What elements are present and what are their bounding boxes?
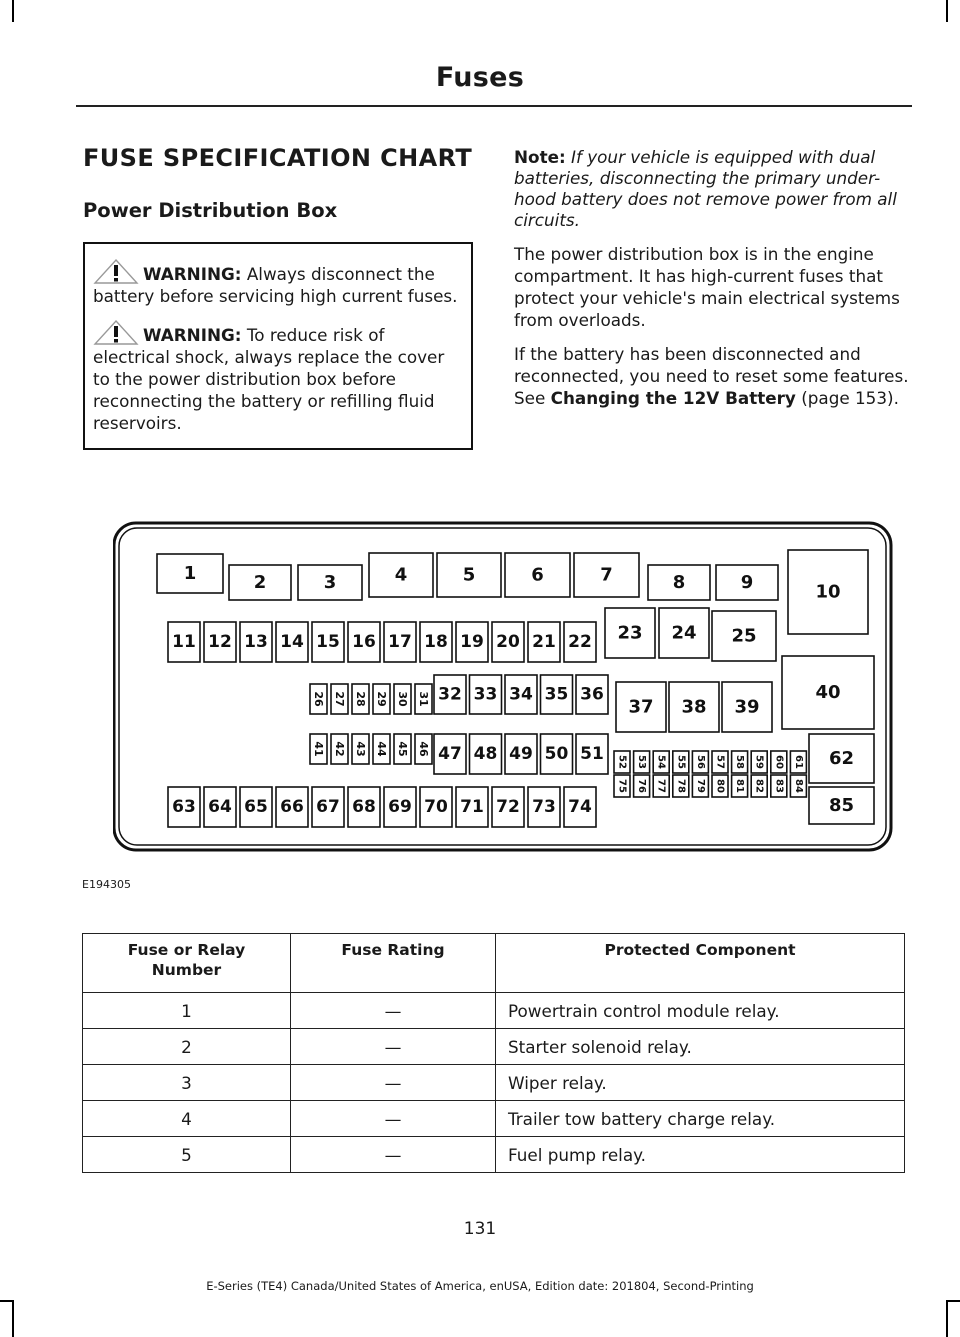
fuse-55 — [673, 751, 689, 773]
body-paragraph: The power distribution box is in the engine compartment. It has high-current fuses that protect your vehicle's main electrical systems from overloads. — [514, 244, 900, 330]
svg-text:28: 28 — [354, 691, 367, 707]
fuse-50 — [541, 734, 573, 774]
fuse-2 — [229, 565, 291, 600]
warning-item — [93, 319, 463, 434]
svg-text:45: 45 — [396, 741, 409, 757]
fuse-57 — [712, 751, 728, 773]
fuse-68 — [348, 787, 380, 827]
fuse-12 — [204, 622, 236, 662]
fuse-35 — [541, 675, 573, 714]
fuse-42 — [331, 734, 348, 764]
svg-text:82: 82 — [753, 779, 765, 793]
svg-text:7: 7 — [600, 564, 613, 586]
fuse-81 — [732, 775, 748, 797]
svg-text:17: 17 — [388, 632, 412, 652]
svg-text:38: 38 — [681, 696, 707, 718]
fuse-22 — [564, 622, 596, 662]
fuse-13 — [240, 622, 272, 662]
fuse-48 — [470, 734, 502, 774]
fuse-23 — [605, 608, 655, 658]
fuse-80 — [712, 775, 728, 797]
svg-text:69: 69 — [388, 797, 412, 817]
left-column — [83, 144, 475, 450]
svg-text:78: 78 — [675, 779, 687, 793]
warning-text: To reduce risk of electrical shock, always replace the cover to the power distribution box before reconnecting the battery or refilling fluid reservoirs. — [93, 325, 445, 433]
fuse-53 — [634, 751, 650, 773]
svg-text:60: 60 — [773, 755, 785, 769]
crop-mark-bottom-left-h — [0, 1300, 14, 1302]
svg-text:5: 5 — [462, 564, 476, 586]
svg-text:46: 46 — [417, 741, 430, 757]
fuse-1 — [157, 554, 223, 593]
svg-text:35: 35 — [544, 684, 569, 705]
column-header: Protected Component — [496, 934, 905, 993]
svg-text:40: 40 — [815, 682, 841, 703]
body-text: (page 153). — [795, 388, 899, 408]
warning-text: Always disconnect the battery before servicing high current fuses. — [93, 264, 458, 306]
svg-text:43: 43 — [354, 741, 367, 757]
note-label: Note: — [514, 147, 566, 167]
svg-text:85: 85 — [828, 795, 855, 816]
fuse-58 — [732, 751, 748, 773]
svg-text:84: 84 — [792, 779, 804, 793]
fuse-rating-cell: — — [291, 993, 496, 1029]
fuse-7 — [574, 553, 639, 597]
page-header-title: Fuses — [435, 62, 525, 93]
fuse-72 — [492, 787, 524, 827]
svg-text:16: 16 — [352, 632, 376, 652]
fuse-36 — [576, 675, 608, 714]
svg-text:65: 65 — [244, 797, 268, 817]
svg-text:12: 12 — [208, 632, 232, 652]
svg-text:34: 34 — [509, 684, 533, 705]
fuse-70 — [420, 787, 452, 827]
fuse-8 — [648, 565, 710, 600]
fuse-52 — [614, 751, 630, 773]
table-row — [83, 1065, 905, 1101]
table-row — [83, 993, 905, 1029]
fuse-51 — [576, 734, 608, 774]
fuse-15 — [312, 622, 344, 662]
svg-text:74: 74 — [568, 797, 592, 817]
svg-text:55: 55 — [675, 755, 687, 769]
fuse-29 — [373, 684, 390, 714]
svg-text:72: 72 — [496, 797, 520, 817]
svg-text:13: 13 — [244, 632, 268, 652]
header-rule — [76, 105, 912, 107]
warning-triangle-icon — [93, 258, 139, 284]
svg-text:64: 64 — [208, 797, 232, 817]
warning-item — [93, 258, 463, 307]
column-header: Fuse Rating — [291, 934, 496, 993]
body-paragraph — [514, 343, 910, 409]
right-column — [514, 147, 910, 409]
svg-text:54: 54 — [655, 755, 667, 769]
fuse-26 — [310, 684, 327, 714]
protected-component-cell: Fuel pump relay. — [496, 1137, 905, 1173]
fuse-44 — [373, 734, 390, 764]
svg-text:63: 63 — [172, 797, 196, 817]
body-text: If the battery has been disconnected and reconnected, you need to reset some features. See — [514, 344, 909, 408]
footer-text: E-Series (TE4) Canada/United States of America, enUSA, Edition date: 201804, Second-Printing — [206, 1279, 754, 1293]
fuse-rating-cell: — — [291, 1137, 496, 1173]
svg-text:36: 36 — [580, 684, 604, 705]
fuse-16 — [348, 622, 380, 662]
fuse-69 — [384, 787, 416, 827]
svg-text:58: 58 — [734, 755, 746, 769]
fuse-62 — [809, 734, 874, 783]
fuse-71 — [456, 787, 488, 827]
svg-text:26: 26 — [312, 691, 325, 707]
svg-text:49: 49 — [509, 744, 533, 764]
fuse-number-cell: 5 — [83, 1137, 291, 1173]
figure-code: E194305 — [82, 878, 131, 891]
warning-box — [83, 242, 473, 450]
crop-mark-bottom-right — [946, 1300, 948, 1337]
svg-text:80: 80 — [714, 779, 726, 793]
fuse-59 — [751, 751, 767, 773]
fuse-34 — [505, 675, 537, 714]
crop-mark-bottom-right-h — [946, 1300, 960, 1302]
fuse-rating-cell: — — [291, 1101, 496, 1137]
svg-text:81: 81 — [734, 779, 746, 793]
fuse-19 — [456, 622, 488, 662]
fuse-84 — [790, 775, 806, 797]
warning-triangle-icon — [93, 319, 139, 345]
sub-title: Power Distribution Box — [83, 199, 338, 222]
svg-text:57: 57 — [714, 755, 726, 769]
table-header-row — [83, 934, 905, 993]
svg-text:68: 68 — [352, 797, 376, 817]
svg-text:71: 71 — [460, 797, 484, 817]
fuse-11 — [168, 622, 200, 662]
svg-text:70: 70 — [424, 797, 448, 817]
note-text: If your vehicle is equipped with dual batteries, disconnecting the primary under-hood battery does not remove power from all circuits. — [514, 147, 897, 230]
fuse-43 — [352, 734, 369, 764]
fuse-5 — [437, 553, 501, 597]
fuse-18 — [420, 622, 452, 662]
svg-text:15: 15 — [316, 632, 340, 652]
svg-text:50: 50 — [544, 744, 569, 764]
table-row — [83, 1101, 905, 1137]
fuse-6 — [505, 553, 570, 597]
svg-text:20: 20 — [496, 632, 520, 652]
fuse-38 — [669, 682, 719, 732]
svg-text:47: 47 — [438, 744, 462, 764]
fuse-24 — [659, 608, 709, 658]
svg-text:3: 3 — [323, 572, 337, 593]
svg-text:33: 33 — [473, 684, 498, 705]
fuse-32 — [434, 675, 466, 714]
svg-text:53: 53 — [636, 755, 648, 769]
fuse-65 — [240, 787, 272, 827]
svg-text:41: 41 — [312, 741, 325, 757]
fuse-20 — [492, 622, 524, 662]
fuse-spec-table — [82, 933, 905, 1173]
protected-component-cell: Wiper relay. — [496, 1065, 905, 1101]
fuse-rating-cell: — — [291, 1029, 496, 1065]
note-paragraph — [514, 147, 910, 231]
svg-text:24: 24 — [671, 622, 697, 644]
fuse-rating-cell: — — [291, 1065, 496, 1101]
svg-text:56: 56 — [694, 755, 706, 769]
fuse-33 — [470, 675, 502, 714]
svg-text:76: 76 — [636, 779, 648, 793]
svg-text:2: 2 — [253, 572, 267, 593]
svg-text:22: 22 — [568, 632, 592, 652]
fuse-number-cell: 4 — [83, 1101, 291, 1137]
crop-mark-top-right — [946, 0, 948, 22]
fuse-9 — [716, 565, 778, 600]
fuse-46 — [415, 734, 432, 764]
fuse-45 — [394, 734, 411, 764]
fuse-77 — [653, 775, 669, 797]
table-row — [83, 1137, 905, 1173]
section-title: FUSE SPECIFICATION CHART — [83, 144, 473, 172]
svg-text:32: 32 — [438, 684, 462, 705]
fuse-28 — [352, 684, 369, 714]
fuse-39 — [722, 682, 772, 732]
fuse-82 — [751, 775, 767, 797]
fuse-17 — [384, 622, 416, 662]
fuse-number-cell: 3 — [83, 1065, 291, 1101]
svg-text:6: 6 — [531, 564, 544, 586]
svg-text:48: 48 — [473, 744, 498, 764]
fuse-83 — [771, 775, 787, 797]
fuse-number-cell: 1 — [83, 993, 291, 1029]
fuse-49 — [505, 734, 537, 774]
fuse-21 — [528, 622, 560, 662]
svg-text:21: 21 — [532, 632, 556, 652]
protected-component-cell: Starter solenoid relay. — [496, 1029, 905, 1065]
fuse-54 — [653, 751, 669, 773]
svg-text:51: 51 — [580, 744, 604, 764]
fuse-76 — [634, 775, 650, 797]
svg-text:79: 79 — [694, 779, 706, 793]
svg-text:59: 59 — [753, 755, 765, 769]
fuse-number-cell: 2 — [83, 1029, 291, 1065]
fuse-74 — [564, 787, 596, 827]
fuse-37 — [616, 682, 666, 732]
fuse-67 — [312, 787, 344, 827]
fuse-60 — [771, 751, 787, 773]
page-number: 131 — [463, 1219, 497, 1239]
svg-text:10: 10 — [815, 581, 841, 603]
fuse-40 — [782, 656, 874, 729]
svg-text:67: 67 — [316, 797, 340, 817]
svg-text:39: 39 — [734, 696, 760, 718]
svg-text:4: 4 — [394, 564, 408, 586]
svg-text:66: 66 — [280, 797, 304, 817]
fuse-30 — [394, 684, 411, 714]
svg-text:77: 77 — [655, 779, 667, 793]
crop-mark-top-left — [12, 0, 14, 22]
fuse-79 — [692, 775, 708, 797]
cross-reference-link[interactable]: Changing the 12V Battery — [550, 388, 796, 408]
svg-text:30: 30 — [396, 691, 409, 707]
fuse-75 — [614, 775, 630, 797]
fuse-25 — [712, 611, 776, 661]
svg-text:29: 29 — [375, 691, 388, 707]
fuse-64 — [204, 787, 236, 827]
fuse-78 — [673, 775, 689, 797]
svg-text:11: 11 — [172, 632, 196, 652]
protected-component-cell: Trailer tow battery charge relay. — [496, 1101, 905, 1137]
svg-text:9: 9 — [740, 572, 754, 593]
fuse-14 — [276, 622, 308, 662]
column-header: Fuse or Relay Number — [83, 934, 291, 993]
power-distribution-box-diagram — [113, 520, 893, 852]
svg-text:18: 18 — [424, 632, 448, 652]
svg-text:27: 27 — [333, 691, 346, 707]
svg-text:14: 14 — [280, 632, 304, 652]
fuse-10 — [788, 550, 868, 634]
svg-text:61: 61 — [792, 755, 804, 769]
svg-text:23: 23 — [617, 622, 643, 644]
svg-text:44: 44 — [375, 741, 388, 757]
fuse-73 — [528, 787, 560, 827]
fuse-47 — [434, 734, 466, 774]
protected-component-cell: Powertrain control module relay. — [496, 993, 905, 1029]
fuse-85 — [809, 787, 874, 824]
warning-label: WARNING: — [143, 264, 242, 284]
svg-text:37: 37 — [628, 696, 654, 718]
fuse-66 — [276, 787, 308, 827]
fuse-4 — [369, 553, 433, 597]
fuse-3 — [298, 565, 362, 600]
fuse-27 — [331, 684, 348, 714]
fuse-61 — [790, 751, 806, 773]
svg-text:31: 31 — [417, 691, 430, 707]
svg-text:52: 52 — [616, 755, 628, 769]
svg-text:62: 62 — [828, 748, 855, 769]
svg-text:19: 19 — [460, 632, 484, 652]
svg-text:83: 83 — [773, 779, 785, 793]
fuse-63 — [168, 787, 200, 827]
warning-label: WARNING: — [143, 325, 242, 345]
fuse-56 — [692, 751, 708, 773]
fuse-41 — [310, 734, 327, 764]
svg-text:8: 8 — [672, 572, 686, 593]
svg-text:75: 75 — [616, 779, 628, 793]
fuse-31 — [415, 684, 432, 714]
svg-text:42: 42 — [333, 741, 346, 757]
crop-mark-bottom-left — [12, 1300, 14, 1337]
svg-text:73: 73 — [532, 797, 556, 817]
svg-text:1: 1 — [183, 563, 197, 584]
svg-text:25: 25 — [731, 625, 757, 647]
table-row — [83, 1029, 905, 1065]
